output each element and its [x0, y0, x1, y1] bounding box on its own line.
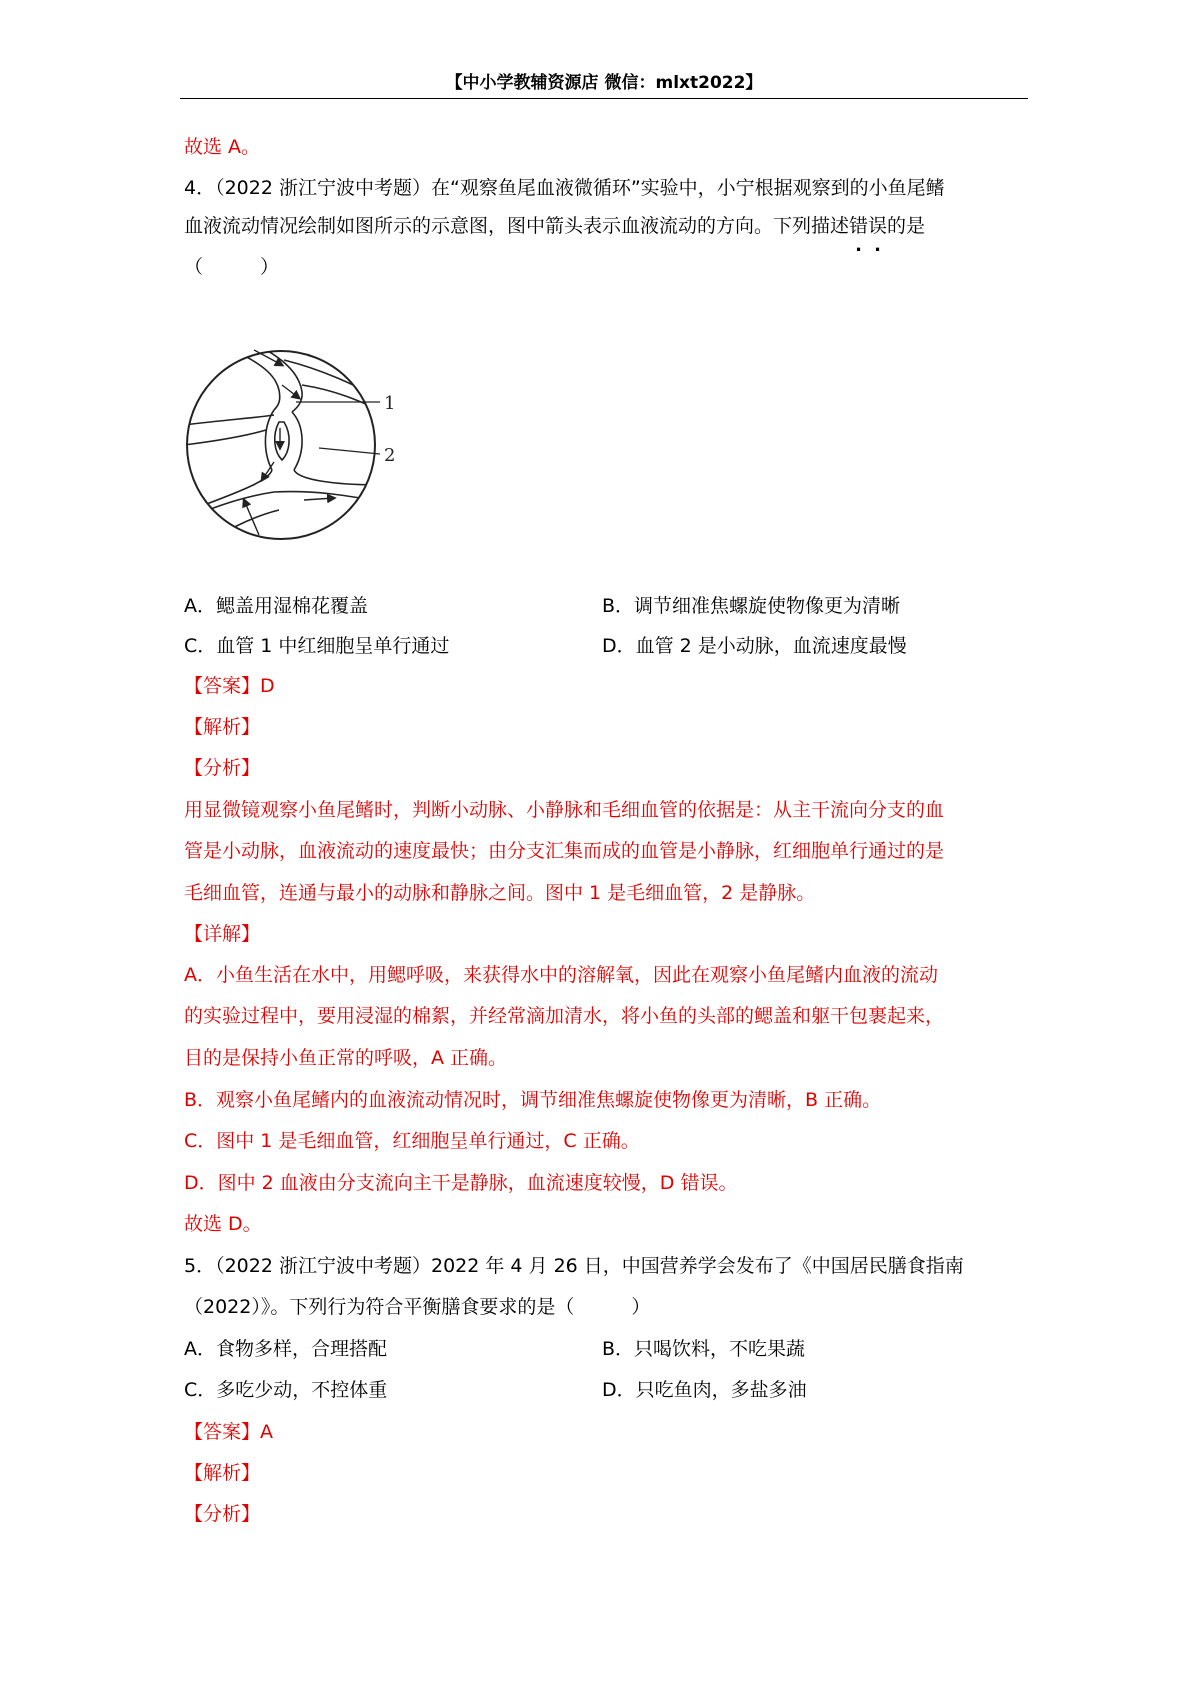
arrow-2	[282, 385, 299, 398]
upper-branch-2	[302, 385, 389, 415]
q4-stem-line-1: 4．（2022 浙江宁波中考题）在“观察鱼尾血液微循环”实验中，小宁根据观察到的小鱼尾鳍	[184, 177, 945, 199]
q4-detail-line-5: C．图中 1 是毛细血管，红细胞呈单行通过，C 正确。	[184, 1130, 640, 1152]
q4-option-d: D．血管 2 是小动脉，血流速度最慢	[602, 635, 907, 657]
q4-detail-line-2: 的实验过程中，要用浸湿的棉絮，并经常滴加清水，将小鱼的头部的鳃盖和躯干包裹起来，	[184, 1005, 945, 1027]
emphasis-char-2: 误	[868, 215, 888, 237]
q4-option-c: C．血管 1 中红细胞呈单行通过	[184, 635, 450, 657]
q5-option-b: B．只喝饮料，不吃果蔬	[602, 1338, 806, 1360]
q5-stem-line-1: 5．（2022 浙江宁波中考题）2022 年 4 月 26 日，中国营养学会发布了《中国居民膳食指南	[184, 1255, 964, 1277]
upper-vessel-edge-1	[214, 340, 280, 410]
figure-label-1: 1	[384, 393, 396, 414]
q4-fenxi-heading: 【分析】	[184, 757, 261, 779]
emphasis-char-1: 错	[849, 215, 869, 237]
left-branch-2	[184, 430, 266, 445]
q4-option-b: B．调节细准焦螺旋使物像更为清晰	[602, 595, 901, 617]
blood-vessel-diagram	[184, 330, 434, 570]
header-divider	[180, 98, 1028, 99]
q4-detail-line-1: A．小鱼生活在水中，用鳃呼吸，来获得水中的溶解氧，因此在观察小鱼尾鳍内血液的流动	[184, 964, 938, 986]
q5-jiexi-heading: 【解析】	[184, 1462, 261, 1484]
q5-fenxi-heading: 【分析】	[184, 1503, 261, 1525]
microscope-field-circle	[187, 351, 375, 539]
q4-xiangjie-heading: 【详解】	[184, 923, 261, 945]
label-2-leader	[319, 448, 380, 454]
q4-answer-blank: （ ）	[184, 256, 280, 278]
capillary-right	[292, 412, 302, 470]
left-branch-1	[184, 415, 274, 425]
q4-conclusion: 故选 D。	[184, 1213, 262, 1235]
arrow-6	[304, 498, 334, 500]
vessels	[184, 335, 389, 545]
q4-stem-line-2-pre: 血液流动情况绘制如图所示的示意图，图中箭头表示血液流动的方向。下列描述	[184, 215, 850, 237]
previous-answer-conclusion: 故选 A。	[184, 136, 261, 158]
fish-tail-blood-flow-figure	[184, 330, 434, 570]
q4-stem-line-2	[184, 213, 925, 239]
q5-answer: 【答案】A	[184, 1421, 273, 1443]
q4-analysis-line-2: 管是小动脉，血液流动的速度最快；由分支汇集而成的血管是小静脉，红细胞单行通过的是	[184, 840, 945, 862]
q5-option-d: D．只吃鱼肉，多盐多油	[602, 1379, 807, 1401]
q4-detail-line-3: 目的是保持小鱼正常的呼吸，A 正确。	[184, 1047, 508, 1069]
page-header: 【中小学教辅资源店 微信：mlxt2022】	[445, 73, 763, 93]
q5-stem-line-2: （2022）》。下列行为符合平衡膳食要求的是（ ）	[184, 1296, 651, 1318]
q5-option-c: C．多吃少动，不控体重	[184, 1379, 388, 1401]
q4-jiexi-heading: 【解析】	[184, 716, 261, 738]
lower-vessel-edge-4	[204, 510, 279, 545]
q4-stem-line-2-post: 的是	[887, 215, 926, 237]
q4-option-a: A．鳃盖用湿棉花覆盖	[184, 595, 368, 617]
q4-detail-line-6: D．图中 2 血液由分支流向主干是静脉，血流速度较慢，D 错误。	[184, 1172, 738, 1194]
q5-option-a: A．食物多样，合理搭配	[184, 1338, 387, 1360]
q4-detail-line-4: B．观察小鱼尾鳍内的血液流动情况时，调节细准焦螺旋使物像更为清晰，B 正确。	[184, 1089, 882, 1111]
q4-analysis-line-1: 用显微镜观察小鱼尾鳍时，判断小动脉、小静脉和毛细血管的依据是：从主干流向分支的血	[184, 799, 945, 821]
q4-analysis-line-3: 毛细血管，连通与最小的动脉和静脉之间。图中 1 是毛细血管，2 是静脉。	[184, 882, 816, 904]
q4-answer: 【答案】D	[184, 675, 275, 697]
capillary-loop	[275, 422, 289, 460]
figure-label-2: 2	[384, 445, 396, 466]
capillary-left	[265, 410, 274, 470]
